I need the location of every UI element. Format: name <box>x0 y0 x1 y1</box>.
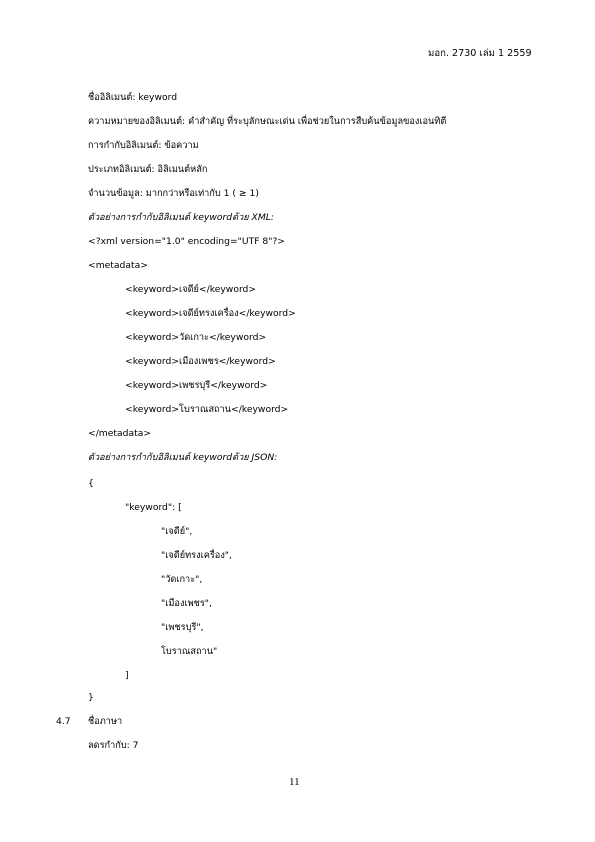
standard-reference: มอก. 2730 เล่ม 1 2559 <box>428 48 532 59</box>
element-count-line: จำนวนข้อมูล: มากกว่าหรือเท่ากับ 1 ( ≥ 1) <box>88 188 259 199</box>
xml-metadata-open-line: <metadata> <box>88 260 148 271</box>
json-open-brace: { <box>88 478 94 489</box>
xml-keyword-line: <keyword>เมืองเพชร</keyword> <box>125 356 276 367</box>
json-keyword-value: "เจดีย์ทรงเครื่อง", <box>161 550 232 561</box>
section-number: 4.7 <box>56 716 71 727</box>
xml-keyword-line: <keyword>เจดีย์ทรงเครื่อง</keyword> <box>125 308 296 319</box>
xml-declaration-line: <?xml version="1.0" encoding="UTF 8"?> <box>88 236 286 247</box>
element-assignment-line: การกำกับอิลิเมนต์: ข้อความ <box>88 140 199 151</box>
element-definition-line: ความหมายของอิลิเมนต์: คำสำคัญ ที่ระบุลักษณะเด่น เพื่อช่วยในการสืบค้นข้อมูลของเอนทิตี <box>88 116 447 127</box>
page-number: 11 <box>289 776 300 788</box>
xml-keyword-line: <keyword>โบราณสถาน</keyword> <box>125 404 289 415</box>
json-keyword-value: "เพชรบุรี", <box>161 622 204 633</box>
xml-metadata-close-line: </metadata> <box>88 428 152 439</box>
json-close-bracket: ] <box>125 670 129 681</box>
section-title: ชื่อภาษา <box>88 716 123 727</box>
json-keyword-value: "เมืองเพชร", <box>161 598 212 609</box>
json-keyword-value: โบราณสถาน" <box>161 646 218 657</box>
json-keyword-value: "วัดเกาะ", <box>161 574 203 585</box>
element-name-line: ชื่ออิลิเมนต์: keyword <box>88 92 178 103</box>
json-keyword-key-line: "keyword": [ <box>125 502 182 513</box>
xml-keyword-line: <keyword>เจดีย์</keyword> <box>125 284 257 295</box>
section-sequence-line: ลดรกำกับ: 7 <box>88 740 139 751</box>
json-example-caption: ตัวอย่างการกำกับอิลิเมนต์ keywordด้วย JSON: <box>88 452 278 463</box>
xml-keyword-line: <keyword>เพชรบุรี</keyword> <box>125 380 268 391</box>
json-keyword-value: "เจดีย์", <box>161 526 193 537</box>
json-close-brace: } <box>88 692 94 703</box>
xml-example-caption: ตัวอย่างการกำกับอิลิเมนต์ keywordด้วย XML: <box>88 212 274 223</box>
element-type-line: ประเภทอิลิเมนต์: อิลิเมนต์หลัก <box>88 164 208 175</box>
xml-keyword-line: <keyword>วัดเกาะ</keyword> <box>125 332 267 343</box>
